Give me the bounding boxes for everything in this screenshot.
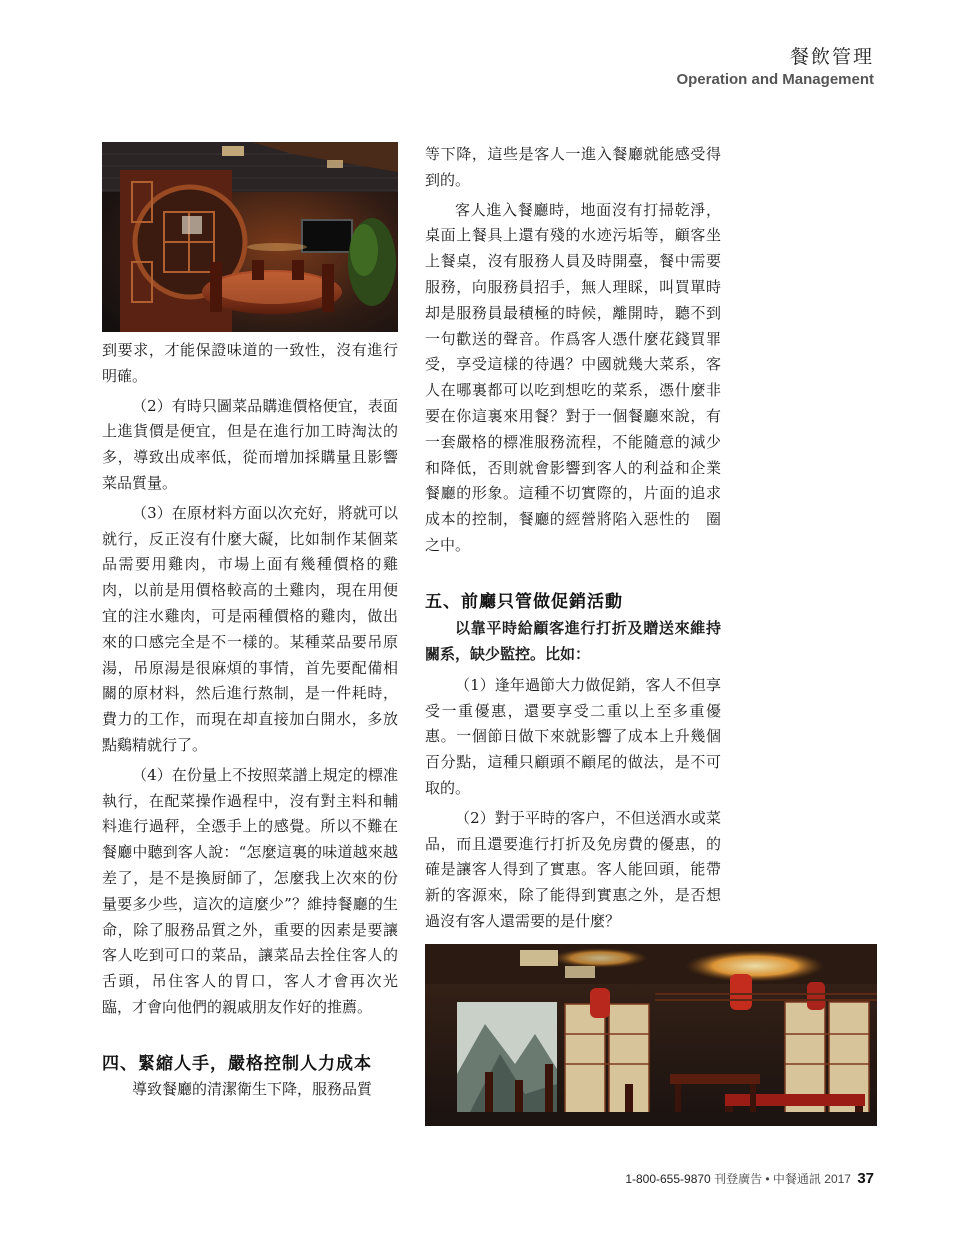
left-column xyxy=(102,142,398,1103)
paragraph: （1）逢年過節大力做促銷，客人不但享受一重優惠，還要享受二重以上至多重優惠。一個節日做下來就影響了成本上升幾個百分點，這種只顧頭不顧尾的做法，是不可取的。 xyxy=(425,675,721,797)
right-column xyxy=(425,142,721,935)
footer-info: 刊登廣告 • 中餐通訊 2017 xyxy=(714,1172,851,1186)
section-subtitle: Operation and Management xyxy=(676,71,874,88)
paragraph: 導致餐廳的清潔衛生下降，服務品質 xyxy=(132,1079,373,1098)
paragraph: （3）在原材料方面以次充好，將就可以就行，反正沒有什麼大礙，比如制作某個菜品需要用雞肉，市場上面有幾種價格的雞肉，以前是用價格較高的土雞肉，現在用便宜的注水雞肉，可是兩種價格的雞肉，做出來的口感完全是不一樣的。某種菜品要吊原湯，吊原湯是很麻煩的事情，首先要配備相關的原材料，然后進行熬制，是一件耗時，費力的工作，而現在却直接加白開水，多放點鷄精就行了。 xyxy=(102,503,398,754)
heading-section-5: 五、前廳只管做促銷活動 xyxy=(425,591,623,612)
paragraph: 客人進入餐廳時，地面沒有打掃乾淨，桌面上餐具上還有殘的水迹污垢等，顧客坐上餐桌，沒有服務人員及時開臺，餐中需要服務，向服務員招手，無人理睬，叫買單時却是服務員最積極的時候，離開時，聽不到一句歡送的聲音。作爲客人憑什麼花錢買罪受，享受這樣的待遇？中國就幾大菜系，客人在哪裏都可以吃到想吃的菜系，憑什麼非要在你這裏來用餐？對于一個餐廳來說，有一套嚴格的標准服務流程，不能隨意的減少和降低，否則就會影響到客人的利益和企業餐廳的形象。這種不切實際的，片面的追求成本的控制，餐廳的經營將陷入惡性的 圈之中。 xyxy=(425,200,721,554)
page-number: 37 xyxy=(857,1170,874,1187)
paragraph: 等下降，這些是客人一進入餐廳就能感受得到的。 xyxy=(425,145,721,189)
paragraph: （2）有時只圖菜品購進價格便宜，表面上進貨價是便宜，但是在進行加工時淘汰的多，導致出成率低，從而增加採購量且影響菜品質量。 xyxy=(102,396,398,492)
paragraph: 到要求，才能保證味道的一致性，沒有進行明確。 xyxy=(102,341,398,385)
section-title: 餐飲管理 xyxy=(789,46,874,68)
paragraph: （2）對于平時的客户，不但送酒水或菜品，而且還要進行打折及免房費的優惠，的確是讓客人得到了實惠。客人能回頭，能帶新的客源來，除了能得到實惠之外，是否想過沒有客人還需要的是什麼？ xyxy=(425,808,721,930)
restaurant-photo-private-room xyxy=(102,142,398,332)
heading-section-4: 四、緊縮人手，嚴格控制人力成本 xyxy=(102,1053,372,1074)
paragraph: （4）在份量上不按照菜譜上規定的標准執行，在配菜操作過程中，沒有對主料和輔料進行過秤，全憑手上的感覺。所以不難在餐廳中聽到客人說：“怎麼這裏的味道越來越差了，是不是換厨師了，怎麼我上次來的份量要多少些，這次的這麼少”？維持餐廳的生命，除了服務品質之外，重要的因素是要讓客人吃到可口的菜品，讓菜品去拴住客人的舌頭，吊住客人的胃口，客人才會再次光臨，才會向他們的親戚朋友作好的推薦。 xyxy=(102,765,398,1016)
restaurant-photo-dining-hall xyxy=(425,944,877,1126)
page-header xyxy=(676,44,874,90)
section-5-lead: 以靠平時給顧客進行打折及贈送來維持關系，缺少監控。比如： xyxy=(425,618,721,663)
page-footer xyxy=(625,1170,874,1187)
advertising-phone: 1-800-655-9870 xyxy=(625,1172,711,1186)
